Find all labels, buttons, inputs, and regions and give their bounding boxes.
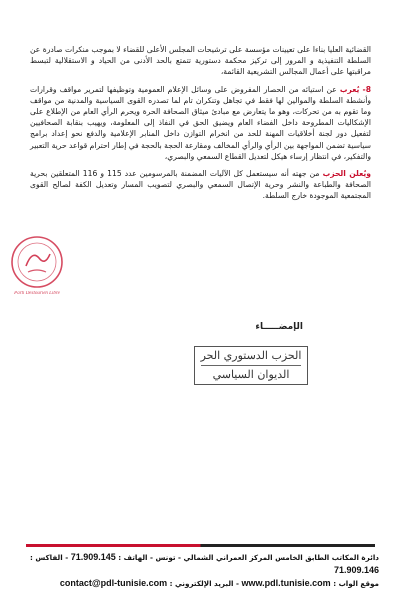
seal-line-1: الحزب الدستوري الحر xyxy=(200,349,302,362)
paragraph-announcement xyxy=(30,168,371,202)
paragraph-8 xyxy=(30,84,371,162)
official-seal xyxy=(194,346,309,385)
footer-email-label: - البريد الإلكتروني : xyxy=(169,579,239,588)
footer-line-2 xyxy=(22,577,379,590)
paragraph-1 xyxy=(30,44,371,78)
footer-address: دائرة المكاتب الطابق الخامس المركز العمراني الشمالي - تونس - الهاتف : xyxy=(118,553,379,562)
item-number: 8- xyxy=(362,84,371,94)
footer-line-1 xyxy=(22,551,379,577)
letterhead-footer xyxy=(22,551,379,590)
signature-block xyxy=(171,322,331,385)
party-stamp-icon xyxy=(8,228,66,300)
footer-site-label: موقع الواب : xyxy=(333,579,379,588)
seal-line-2: الديوان السياسي xyxy=(201,365,302,382)
announcement-text: من جهته أنه سيستعمل كل الآليات المضمنة بالمرسومين عدد 115 و 116 المتعلقين بحرية الصحافة والطباعة والنشر وحرية الإتصال السمعي والبصري لتصويب المسار وتعديل الكفة لصالح القوى المجتمعية الموجودة خارج السلطة. xyxy=(30,169,371,201)
document-body xyxy=(30,44,371,208)
item-verb: يُعرب xyxy=(339,84,360,94)
paragraph-1-text: القضائية العليا بناءا على تعيينات مؤسسة على ترشيحات المجلس الأعلى للقضاء لا بموجب منكرات صادرة عن السلطة التنفيذية و المرور إلى تركيز محكمة دستورية تتمتع بالحد الأدنى من الحياد و الاستقلالية لتبسط مراقبتها على أعمال المجالس التشريعية القائمة، xyxy=(30,45,371,77)
footer-email-link[interactable]: contact@pdl-tunisie.com xyxy=(59,578,168,588)
footer-website-link[interactable]: www.pdl.tunisie.com xyxy=(241,578,331,588)
footer-divider xyxy=(26,544,375,547)
footer-fax: 71.909.146 xyxy=(333,565,379,575)
paragraph-8-text: عن استيائه من الحصار المفروض على وسائل الإعلام العمومية وتوظيفها لتمرير مواقف وقرارات وأنشطة السلطة والموالين لها فقط في تجاهل وتنكران تام لما تصدره القوى السياسية والمدنية من مواقف وما تقوم به من تحركات، وهو ما يتعارض مع مبادئ ميثاق الصحافة الحرة ويحرم الرأي العام من الإطلاع على الإشكاليات المطروحة داخل الفضاء العام ويضيق الحق في النفاذ إلى المعلومة، ويهيب بنقابة الصحافيين لتفعيل دور لجنة أخلاقيات المهنة للحد من انخرام التوازن داخل المنابر الإعلامية والدفع نحو إعداد برامج سياسية تضمن المواجهة بين الرأي والرأي المخالف ومقارعة الحجة بالحجة في إطار احترام قواعد حرية التعبير والتفكير، في انتظار إرساء هيكل لتعديل القطاع السمعي والبصري، xyxy=(30,84,371,161)
announcement-verb: ويُعلن الحزب xyxy=(322,169,371,179)
footer-phone: 71.909.145 xyxy=(70,552,116,562)
svg-text:Parti Destourien Libre: Parti Destourien Libre xyxy=(14,291,60,296)
signature-title: الإمضـــــاء xyxy=(255,322,303,332)
footer-fax-label: - الفاكس : xyxy=(29,553,69,562)
